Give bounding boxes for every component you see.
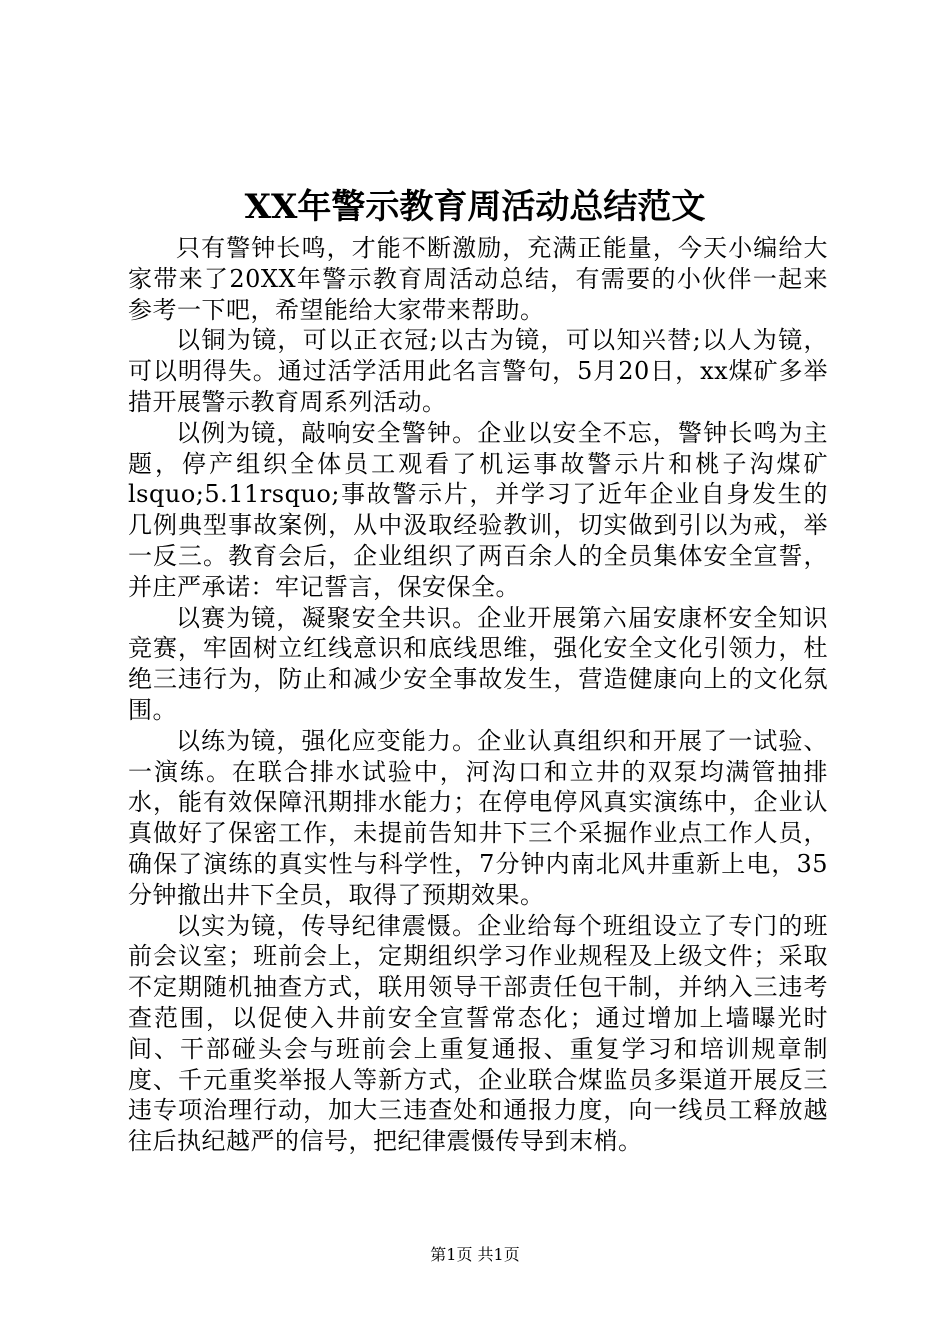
- paragraph-mirror-quote: 以铜为镜，可以正衣冠;以古为镜，可以知兴替;以人为镜，可以明得失。通过活学活用此名言警句，5月20日，xx煤矿多举措开展警示教育周系列活动。: [128, 326, 828, 416]
- paragraph-discipline: 以实为镜，传导纪律震慑。企业给每个班组设立了专门的班前会议室；班前会上，定期组织学习作业规程及上级文件；采取不定期随机抽查方式，联用领导干部责任包干制，并纳入三违考查范围，以促使入井前安全宣誓常态化；通过增加上墙曝光时间、干部碰头会与班前会上重复通报、重复学习和培训规章制度、千元重奖举报人等新方式，企业联合煤监员多渠道开展反三违专项治理行动，加大三违查处和通报力度，向一线员工释放越往后执纪越严的信号，把纪律震慑传导到末梢。: [128, 911, 828, 1156]
- document-title: XX年警示教育周活动总结范文: [244, 187, 706, 227]
- document-body: [128, 233, 828, 1157]
- paragraph-competition: 以赛为镜，凝聚安全共识。企业开展第六届安康杯安全知识竞赛，牢固树立红线意识和底线思维，强化安全文化引领力，杜绝三违行为，防止和减少安全事故发生，营造健康向上的文化氛围。: [128, 603, 828, 724]
- paragraph-drill: 以练为镜，强化应变能力。企业认真组织和开展了一试验、一演练。在联合排水试验中，河沟口和立井的双泵均满管抽排水，能有效保障汛期排水能力；在停电停风真实演练中，企业认真做好了保密工作，未提前告知井下三个采掘作业点工作人员，确保了演练的真实性与科学性，7分钟内南北风井重新上电，35分钟撤出井下全员，取得了预期效果。: [128, 726, 828, 909]
- paragraph-case-warning: 以例为镜，敲响安全警钟。企业以安全不忘，警钟长鸣为主题，停产组织全体员工观看了机运事故警示片和桃子沟煤矿lsquo;5.11rsquo;事故警示片，并学习了近年企业自身发生的几例典型事故案例，从中汲取经验教训，切实做到引以为戒，举一反三。教育会后，企业组织了两百余人的全员集体安全宣誓，并庄严承诺：牢记誓言，保安保全。: [128, 418, 828, 601]
- page-footer: 第1页 共1页: [430, 1245, 520, 1264]
- paragraph-intro: 只有警钟长鸣，才能不断激励，充满正能量，今天小编给大家带来了20XX年警示教育周活动总结，有需要的小伙伴一起来参考一下吧，希望能给大家带来帮助。: [128, 234, 828, 324]
